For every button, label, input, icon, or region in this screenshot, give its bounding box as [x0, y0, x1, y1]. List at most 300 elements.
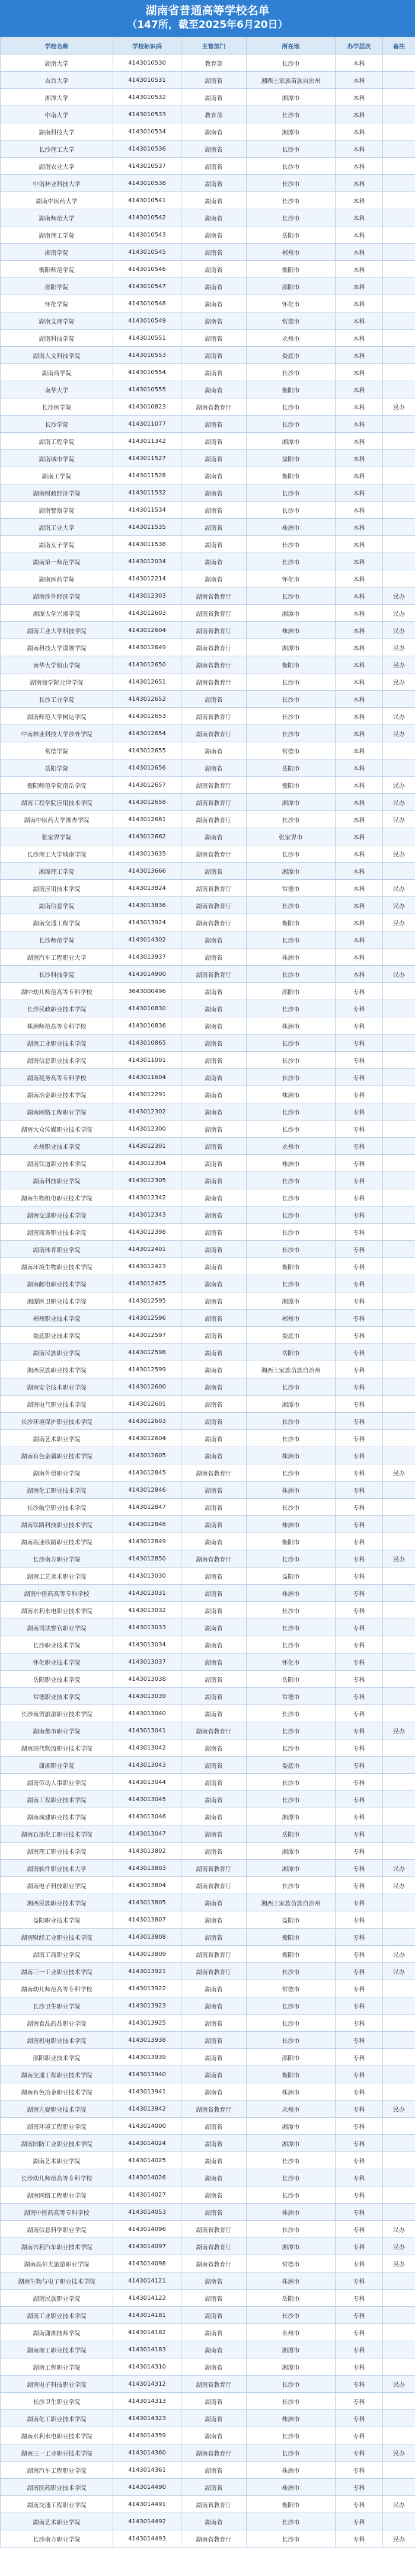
- cell-location: 衡阳市: [247, 261, 336, 278]
- cell-school-name: 湖南工商职业学院: [1, 1946, 113, 1963]
- cell-authority: 湖南省: [181, 1447, 247, 1464]
- table-row: [1, 2015, 415, 2032]
- cell-authority: 湖南省: [181, 1911, 247, 1929]
- cell-location: 长沙市: [247, 398, 336, 416]
- cell-level: 本科: [336, 55, 383, 72]
- cell-note: [383, 381, 415, 398]
- cell-authority: 湖南省教育厅: [181, 1946, 247, 1963]
- table-row: [1, 588, 415, 605]
- cell-authority: 湖南省: [181, 2341, 247, 2358]
- cell-authority: 湖南省: [181, 2066, 247, 2083]
- cell-note: [383, 1774, 415, 1791]
- table-row: [1, 1000, 415, 1017]
- cell-location: 长沙市: [247, 1636, 336, 1654]
- cell-authority: 湖南省: [181, 312, 247, 330]
- cell-location: 长沙市: [247, 1378, 336, 1396]
- cell-authority: 湖南省: [181, 1739, 247, 1757]
- cell-level: 本科: [336, 794, 383, 811]
- cell-school-name: 湖南电气职业技术学院: [1, 1396, 113, 1413]
- cell-note: [383, 2324, 415, 2341]
- cell-location: 长沙市: [247, 811, 336, 828]
- cell-level: 专科: [336, 2513, 383, 2530]
- cell-level: 专科: [336, 1911, 383, 1929]
- cell-school-code: 4143011077: [113, 416, 181, 433]
- cell-location: 常德市: [247, 312, 336, 330]
- cell-school-code: 4143012603: [113, 605, 181, 622]
- cell-authority: 湖南省教育厅: [181, 1963, 247, 1980]
- cell-authority: 湖南省教育厅: [181, 2530, 247, 2548]
- cell-authority: 湖南省: [181, 1052, 247, 1069]
- cell-note: 民办: [383, 725, 415, 742]
- cell-location: 长沙市: [247, 502, 336, 519]
- cell-note: 民办: [383, 914, 415, 931]
- cell-school-name: 湖南九嶷职业技术学院: [1, 2101, 113, 2118]
- table-row: [1, 2118, 415, 2135]
- cell-authority: 湖南省教育厅: [181, 1877, 247, 1894]
- cell-location: 株洲市: [247, 2479, 336, 2496]
- cell-note: [383, 175, 415, 192]
- cell-school-name: 湖南城建职业技术学院: [1, 1808, 113, 1825]
- table-row: [1, 106, 415, 123]
- cell-authority: 湖南省教育厅: [181, 673, 247, 691]
- cell-location: 益阳市: [247, 450, 336, 467]
- cell-location: 湘潭市: [247, 605, 336, 622]
- cell-school-code: 4143010541: [113, 192, 181, 209]
- table-row: [1, 1310, 415, 1327]
- cell-note: 民办: [383, 880, 415, 897]
- cell-note: [383, 2341, 415, 2358]
- cell-school-name: 张家界学院: [1, 828, 113, 845]
- cell-school-name: 湖南文理学院: [1, 312, 113, 330]
- cell-level: 本科: [336, 381, 383, 398]
- cell-school-code: 4143010823: [113, 398, 181, 416]
- cell-note: [383, 1688, 415, 1705]
- cell-school-code: 4143011535: [113, 519, 181, 536]
- cell-note: 民办: [383, 2101, 415, 2118]
- cell-level: 本科: [336, 416, 383, 433]
- cell-location: 衡阳市: [247, 2496, 336, 2513]
- cell-location: 怀化市: [247, 570, 336, 588]
- cell-level: 专科: [336, 1774, 383, 1791]
- cell-school-name: 长沙航空职业技术学院: [1, 1499, 113, 1516]
- table-row: [1, 1997, 415, 2015]
- cell-school-code: 4143013635: [113, 845, 181, 863]
- cell-note: [383, 519, 415, 536]
- cell-authority: 湖南省: [181, 278, 247, 295]
- cell-school-name: 湖南电子科技职业学院: [1, 1877, 113, 1894]
- cell-level: 专科: [336, 2462, 383, 2479]
- cell-school-name: 永州职业技术学院: [1, 1138, 113, 1155]
- cell-note: [383, 2290, 415, 2307]
- cell-location: 株洲市: [247, 1447, 336, 1464]
- cell-authority: 湖南省教育厅: [181, 794, 247, 811]
- table-row: [1, 1516, 415, 1533]
- cell-location: 长沙市: [247, 725, 336, 742]
- cell-authority: 湖南省: [181, 2186, 247, 2204]
- cell-location: 长沙市: [247, 1619, 336, 1636]
- table-row: [1, 863, 415, 880]
- table-row: [1, 158, 415, 175]
- table-row: [1, 2032, 415, 2049]
- cell-school-code: 4143013666: [113, 863, 181, 880]
- cell-school-name: 吉首大学: [1, 72, 113, 89]
- cell-location: 衡阳市: [247, 1929, 336, 1946]
- cell-location: 岳阳市: [247, 2290, 336, 2307]
- cell-authority: 湖南省: [181, 2393, 247, 2410]
- cell-note: [383, 89, 415, 106]
- cell-location: 长沙市: [247, 1121, 336, 1138]
- table-row: [1, 2152, 415, 2169]
- cell-level: 专科: [336, 2066, 383, 2083]
- cell-school-name: 南华大学: [1, 381, 113, 398]
- table-row: [1, 828, 415, 845]
- cell-note: [383, 502, 415, 519]
- cell-school-code: 4143010530: [113, 55, 181, 72]
- cell-authority: 湖南省: [181, 484, 247, 502]
- cell-note: [383, 691, 415, 708]
- cell-school-code: 4143010538: [113, 175, 181, 192]
- table-row: [1, 2530, 415, 2548]
- cell-location: 长沙市: [247, 691, 336, 708]
- cell-authority: 湖南省教育厅: [181, 777, 247, 794]
- cell-authority: 湖南省: [181, 1206, 247, 1224]
- cell-school-code: 4143010548: [113, 295, 181, 312]
- cell-level: 专科: [336, 2049, 383, 2066]
- table-row: [1, 1361, 415, 1378]
- cell-location: 长沙市: [247, 1069, 336, 1086]
- table-row: [1, 1739, 415, 1757]
- table-row: [1, 1705, 415, 1722]
- cell-school-code: 4143012850: [113, 1550, 181, 1568]
- table-row: [1, 381, 415, 398]
- cell-level: 专科: [336, 1361, 383, 1378]
- cell-level: 本科: [336, 759, 383, 777]
- cell-level: 专科: [336, 1292, 383, 1310]
- cell-level: 专科: [336, 1688, 383, 1705]
- cell-level: 本科: [336, 673, 383, 691]
- cell-school-name: 湖南体育职业学院: [1, 1241, 113, 1258]
- cell-authority: 湖南省教育厅: [181, 588, 247, 605]
- cell-school-name: 湖南工程学院: [1, 433, 113, 450]
- cell-school-code: 4143012603: [113, 1413, 181, 1430]
- cell-level: 本科: [336, 89, 383, 106]
- cell-level: 专科: [336, 1327, 383, 1344]
- cell-note: 民办: [383, 2444, 415, 2462]
- cell-authority: 湖南省: [181, 983, 247, 1000]
- table-row: [1, 398, 415, 416]
- cell-level: 专科: [336, 1017, 383, 1035]
- cell-note: [383, 450, 415, 467]
- cell-location: 长沙市: [247, 158, 336, 175]
- cell-school-name: 岳阳学院: [1, 759, 113, 777]
- cell-note: [383, 1172, 415, 1189]
- cell-authority: 湖南省: [181, 1275, 247, 1292]
- cell-location: 湘潭市: [247, 123, 336, 141]
- cell-school-name: 湖南信息职业技术学院: [1, 1052, 113, 1069]
- table-row: [1, 192, 415, 209]
- table-row: [1, 622, 415, 639]
- cell-school-code: 4143013047: [113, 1825, 181, 1843]
- table-row: [1, 1172, 415, 1189]
- cell-school-name: 湖南有色金属职业技术学院: [1, 1447, 113, 1464]
- cell-location: 长沙市: [247, 845, 336, 863]
- cell-location: 郴州市: [247, 1310, 336, 1327]
- cell-school-code: 4143014360: [113, 2444, 181, 2462]
- cell-school-code: 4143012304: [113, 1155, 181, 1172]
- cell-school-code: 4143012846: [113, 1482, 181, 1499]
- cell-location: 长沙市: [247, 2444, 336, 2462]
- cell-level: 专科: [336, 1963, 383, 1980]
- cell-school-name: 益阳职业技术学院: [1, 1911, 113, 1929]
- cell-location: 长沙市: [247, 931, 336, 949]
- cell-location: 湘潭市: [247, 639, 336, 656]
- cell-note: 民办: [383, 845, 415, 863]
- cell-authority: 湖南省教育厅: [181, 605, 247, 622]
- table-row: [1, 484, 415, 502]
- cell-school-code: 4143012849: [113, 1533, 181, 1550]
- cell-school-name: 湖南科技大学潇湘学院: [1, 639, 113, 656]
- cell-authority: 湖南省: [181, 1344, 247, 1361]
- cell-school-name: 湖南财经工业职业技术学院: [1, 1929, 113, 1946]
- cell-school-code: 4143010543: [113, 226, 181, 244]
- cell-authority: 湖南省教育厅: [181, 708, 247, 725]
- cell-authority: 湖南省: [181, 381, 247, 398]
- cell-level: 专科: [336, 1860, 383, 1877]
- table-row: [1, 1619, 415, 1636]
- cell-location: 长沙市: [247, 2530, 336, 2548]
- cell-school-name: 湖南安全技术职业学院: [1, 1378, 113, 1396]
- table-row: [1, 1482, 415, 1499]
- cell-note: [383, 347, 415, 364]
- cell-level: 本科: [336, 209, 383, 226]
- table-row: [1, 1189, 415, 1206]
- cell-school-name: 湘西民族职业技术学院: [1, 1894, 113, 1911]
- table-row: [1, 1017, 415, 1035]
- table-row: [1, 1774, 415, 1791]
- cell-note: [383, 1035, 415, 1052]
- cell-authority: 湖南省: [181, 123, 247, 141]
- cell-note: [383, 1310, 415, 1327]
- cell-school-name: 湖南国防工业职业技术学院: [1, 2135, 113, 2152]
- cell-authority: 湖南省教育厅: [181, 1722, 247, 1739]
- cell-authority: 湖南省: [181, 1035, 247, 1052]
- cell-school-code: 4143010865: [113, 1035, 181, 1052]
- cell-authority: 湖南省: [181, 2307, 247, 2324]
- cell-level: 专科: [336, 2101, 383, 2118]
- cell-location: 长沙市: [247, 2015, 336, 2032]
- cell-location: 衡阳市: [247, 1533, 336, 1550]
- cell-level: 专科: [336, 1464, 383, 1482]
- cell-school-name: 湖南高速铁路职业技术学院: [1, 1533, 113, 1550]
- table-row: [1, 72, 415, 89]
- cell-school-code: 4143011532: [113, 484, 181, 502]
- cell-note: [383, 1568, 415, 1585]
- table-row: [1, 1224, 415, 1241]
- cell-location: 长沙市: [247, 2427, 336, 2444]
- cell-location: 岳阳市: [247, 1671, 336, 1688]
- table-row: [1, 2393, 415, 2410]
- cell-school-code: 4143012596: [113, 1310, 181, 1327]
- cell-school-code: 4143013037: [113, 1654, 181, 1671]
- cell-level: 本科: [336, 863, 383, 880]
- table-row: [1, 1413, 415, 1430]
- table-row: [1, 1688, 415, 1705]
- cell-note: [383, 2032, 415, 2049]
- cell-authority: 教育部: [181, 55, 247, 72]
- table-row: [1, 1275, 415, 1292]
- cell-location: 长沙市: [247, 209, 336, 226]
- cell-note: [383, 1086, 415, 1103]
- cell-school-code: 4143013041: [113, 1722, 181, 1739]
- cell-school-name: 岳阳职业技术学院: [1, 1671, 113, 1688]
- cell-school-name: 湖南中医药高等专科学校: [1, 1585, 113, 1602]
- cell-authority: 湖南省教育厅: [181, 966, 247, 983]
- cell-school-code: 4143012604: [113, 1430, 181, 1447]
- cell-school-name: 湖南网络工程职业学院: [1, 1103, 113, 1121]
- cell-authority: 湖南省教育厅: [181, 1464, 247, 1482]
- cell-school-code: 4143010545: [113, 244, 181, 261]
- cell-note: [383, 759, 415, 777]
- cell-note: [383, 1825, 415, 1843]
- cell-location: 长沙市: [247, 2513, 336, 2530]
- cell-authority: 湖南省: [181, 364, 247, 381]
- cell-school-code: 4143011538: [113, 536, 181, 553]
- cell-school-code: 4143010542: [113, 209, 181, 226]
- cell-school-name: 湖南石油化工职业技术学院: [1, 1825, 113, 1843]
- cell-school-code: 4143014122: [113, 2290, 181, 2307]
- cell-location: 长沙市: [247, 1722, 336, 1739]
- cell-location: 常德市: [247, 742, 336, 759]
- cell-level: 专科: [336, 1636, 383, 1654]
- cell-school-code: 4143012034: [113, 553, 181, 570]
- table-row: [1, 2066, 415, 2083]
- cell-school-code: 4143012302: [113, 1103, 181, 1121]
- cell-note: [383, 1533, 415, 1550]
- cell-note: [383, 1017, 415, 1035]
- table-row: [1, 1980, 415, 1997]
- cell-authority: 湖南省: [181, 1327, 247, 1344]
- cell-school-code: 4143013033: [113, 1619, 181, 1636]
- cell-school-name: 湖南三一工业职业技术学院: [1, 2444, 113, 2462]
- table-row: [1, 1344, 415, 1361]
- cell-location: 长沙市: [247, 1241, 336, 1258]
- cell-school-name: 湘潭理工学院: [1, 863, 113, 880]
- cell-level: 本科: [336, 949, 383, 966]
- cell-location: 湘西土家族苗族自治州: [247, 1361, 336, 1378]
- cell-authority: 湖南省: [181, 192, 247, 209]
- cell-authority: 湖南省: [181, 467, 247, 484]
- cell-note: [383, 1327, 415, 1344]
- cell-school-name: 长沙民政职业技术学院: [1, 1000, 113, 1017]
- cell-school-name: 湖南艺术职业学院: [1, 2152, 113, 2169]
- cell-location: 长沙市: [247, 1774, 336, 1791]
- cell-authority: 湖南省: [181, 1172, 247, 1189]
- cell-location: 株洲市: [247, 1482, 336, 1499]
- cell-authority: 湖南省教育厅: [181, 725, 247, 742]
- table-row: [1, 467, 415, 484]
- cell-school-name: 长沙职业技术学院: [1, 1636, 113, 1654]
- cell-location: 长沙市: [247, 708, 336, 725]
- cell-school-name: 湖南师范大学: [1, 209, 113, 226]
- cell-authority: 湖南省: [181, 1705, 247, 1722]
- cell-school-name: 湖南环境生物职业技术学院: [1, 1258, 113, 1275]
- cell-level: 本科: [336, 553, 383, 570]
- table-row: [1, 2513, 415, 2530]
- cell-school-code: 4143014313: [113, 2393, 181, 2410]
- cell-note: [383, 416, 415, 433]
- table-row: [1, 1206, 415, 1224]
- cell-location: 株洲市: [247, 519, 336, 536]
- cell-school-name: 湖南应用技术学院: [1, 880, 113, 897]
- cell-location: 永州市: [247, 1138, 336, 1155]
- table-row: [1, 983, 415, 1000]
- cell-authority: 湖南省教育厅: [181, 1860, 247, 1877]
- cell-school-name: 湘西民族职业技术学院: [1, 1361, 113, 1378]
- table-row: [1, 295, 415, 312]
- cell-authority: 湖南省教育厅: [181, 2221, 247, 2238]
- cell-level: 专科: [336, 1258, 383, 1275]
- cell-location: 湘潭市: [247, 2135, 336, 2152]
- cell-authority: 湖南省: [181, 1894, 247, 1911]
- cell-level: 本科: [336, 777, 383, 794]
- cell-authority: 湖南省: [181, 1533, 247, 1550]
- cell-note: [383, 1000, 415, 1017]
- cell-school-name: 长沙工业学院: [1, 691, 113, 708]
- cell-note: 民办: [383, 639, 415, 656]
- table-row: [1, 2341, 415, 2358]
- cell-location: 张家界市: [247, 828, 336, 845]
- cell-authority: 湖南省: [181, 828, 247, 845]
- table-row: [1, 725, 415, 742]
- cell-location: 长沙市: [247, 1739, 336, 1757]
- cell-school-name: 湖南化工职业技术学院: [1, 1482, 113, 1499]
- cell-authority: 湖南省: [181, 89, 247, 106]
- cell-authority: 湖南省: [181, 2118, 247, 2135]
- cell-location: 株洲市: [247, 1017, 336, 1035]
- cell-school-name: 湖南交通工程职业学院: [1, 2496, 113, 2513]
- table-row: [1, 708, 415, 725]
- table-row: [1, 553, 415, 570]
- cell-school-code: 4143012595: [113, 1292, 181, 1310]
- cell-note: 民办: [383, 2255, 415, 2272]
- cell-level: 本科: [336, 398, 383, 416]
- table-row: [1, 1241, 415, 1258]
- cell-level: 本科: [336, 364, 383, 381]
- cell-school-name: 湖南信息科学职业学院: [1, 2221, 113, 2238]
- cell-authority: 湖南省: [181, 416, 247, 433]
- cell-authority: 湖南省教育厅: [181, 2496, 247, 2513]
- cell-note: [383, 2152, 415, 2169]
- table-row: [1, 55, 415, 72]
- table-row: [1, 1396, 415, 1413]
- cell-school-code: 4143012401: [113, 1241, 181, 1258]
- cell-school-code: 4143013046: [113, 1808, 181, 1825]
- cell-school-code: 4143014096: [113, 2221, 181, 2238]
- cell-location: 常德市: [247, 1980, 336, 1997]
- cell-school-name: 湖南水利水电职业技术学院: [1, 2427, 113, 2444]
- cell-level: 本科: [336, 450, 383, 467]
- table-row: [1, 2410, 415, 2427]
- cell-school-code: 4143010546: [113, 261, 181, 278]
- cell-school-name: 湖南民族职业学院: [1, 1344, 113, 1361]
- cell-school-code: 4143013940: [113, 2066, 181, 2083]
- cell-note: [383, 1361, 415, 1378]
- table-row: [1, 2255, 415, 2272]
- cell-location: 长沙市: [247, 2376, 336, 2393]
- table-row: [1, 278, 415, 295]
- cell-authority: 湖南省: [181, 570, 247, 588]
- cell-location: 长沙市: [247, 1791, 336, 1808]
